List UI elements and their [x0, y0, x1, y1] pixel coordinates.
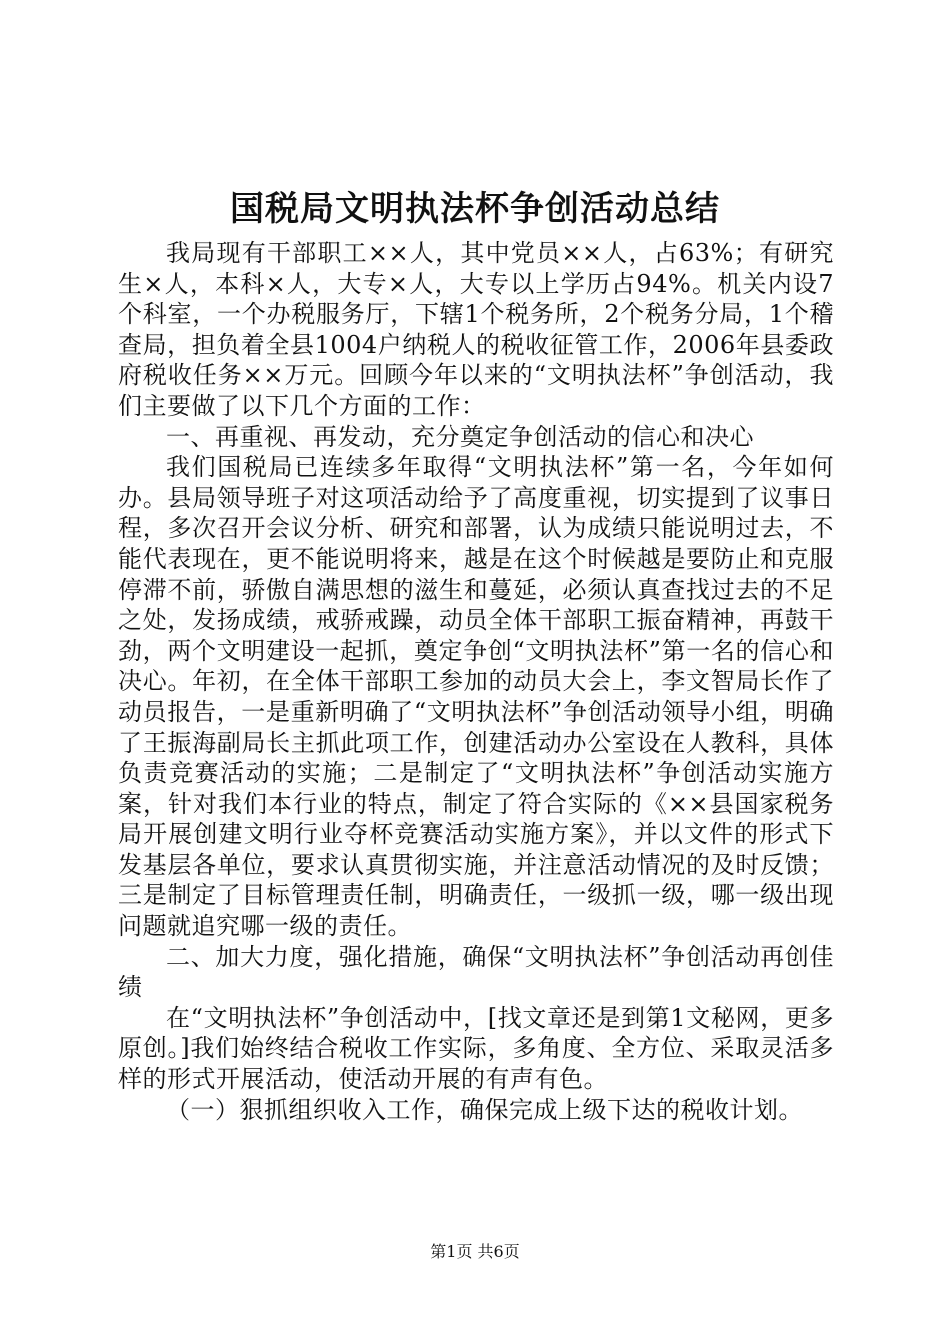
section-heading-1: 一、再重视、再发动，充分奠定争创活动的信心和决心 — [166, 422, 754, 451]
subsection-heading-1: （一）狠抓组织收入工作，确保完成上级下达的税收计划。 — [166, 1095, 803, 1124]
document-title: 国税局文明执法杯争创活动总结 — [230, 189, 720, 229]
paragraph-intro: 我局现有干部职工××人，其中党员××人，占63%；有研究生×人，本科×人，大专×人，大专以上学历占94%。机关内设7个科室，一个办税服务厅，下辖1个税务所，2个税务分局，1个稽查局，担负着全县1004户纳税人的税收征管工作，2006年县委政府税收任务××万元。回顾今年以来的“文明执法杯”争创活动，我们主要做了以下几个方面的工作： — [118, 239, 834, 420]
paragraph-section-1: 我们国税局已连续多年取得“文明执法杯”第一名，今年如何办。县局领导班子对这项活动给予了高度重视，切实提到了议事日程，多次召开会议分析、研究和部署，认为成绩只能说明过去，不能代表现在，更不能说明将来，越是在这个时候越是要防止和克服停滞不前，骄傲自满思想的滋生和蔓延，必须认真查找过去的不足之处，发扬成绩，戒骄戒躁，动员全体干部职工振奋精神，再鼓干劲，两个文明建设一起抓，奠定争创“文明执法杯”第一名的信心和决心。年初，在全体干部职工参加的动员大会上，李文智局长作了动员报告，一是重新明确了“文明执法杯”争创活动领导小组，明确了王振海副局长主抓此项工作，创建活动办公室设在人教科，具体负责竞赛活动的实施；二是制定了“文明执法杯”争创活动实施方案，针对我们本行业的特点，制定了符合实际的《××县国家税务局开展创建文明行业夺杯竞赛活动实施方案》，并以文件的形式下发基层各单位，要求认真贯彻实施，并注意活动情况的及时反馈；三是制定了目标管理责任制，明确责任，一级抓一级，哪一级出现问题就追究哪一级的责任。 — [118, 453, 834, 941]
section-heading-2: 二、加大力度，强化措施，确保“文明执法杯”争创活动再创佳绩 — [118, 942, 834, 1002]
page-number-footer: 第1页 共6页 — [430, 1242, 520, 1261]
document-body — [118, 238, 834, 1125]
paragraph-section-2: 在“文明执法杯”争创活动中，[找文章还是到第1文秘网，更多原创。]我们始终结合税收工作实际，多角度、全方位、采取灵活多样的形式开展活动，使活动开展的有声有色。 — [118, 1003, 834, 1094]
